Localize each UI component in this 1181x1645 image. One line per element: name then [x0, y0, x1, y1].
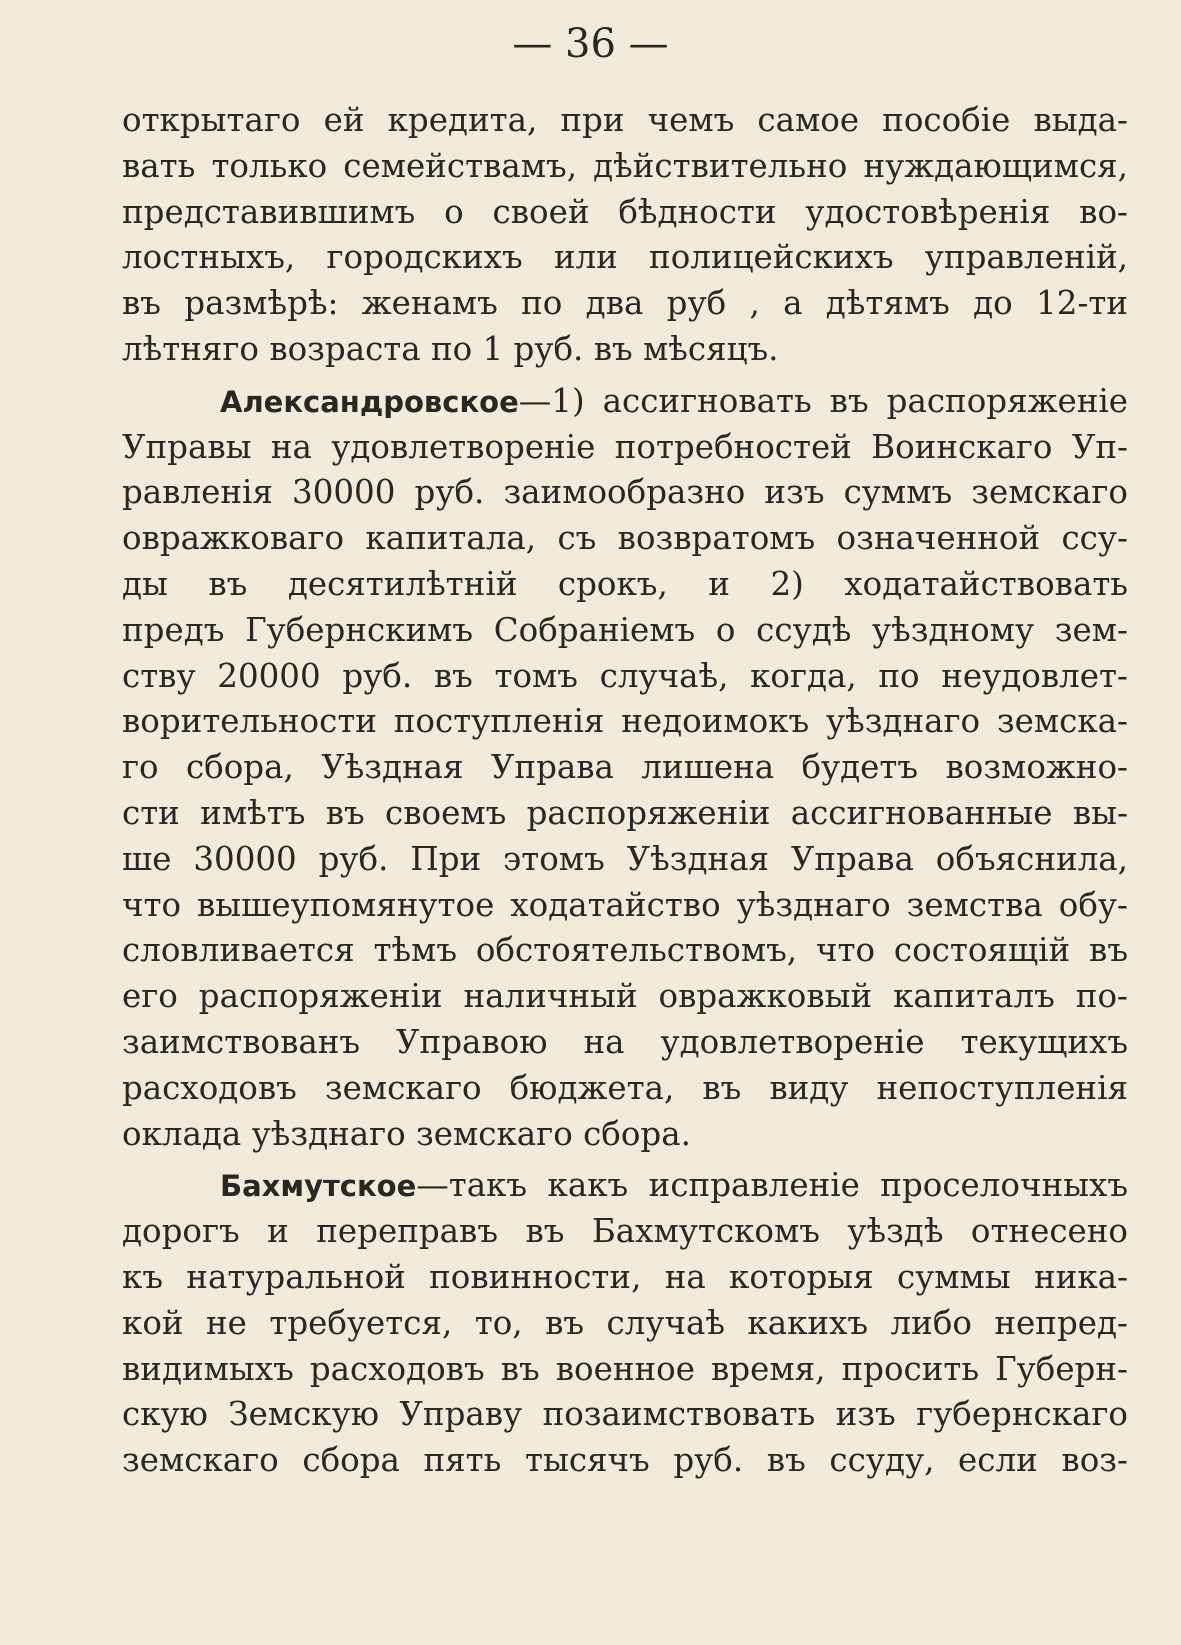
district-heading: Бахмутское	[220, 1169, 417, 1204]
text-line: овражковаго капитала, съ возвратомъ означенной ссу-	[122, 519, 1128, 558]
text-run: —такъ какъ исправленіе проселочныхъ	[416, 1166, 1128, 1205]
text-line: словливается тѣмъ обстоятельствомъ, что состоящій въ	[122, 931, 1128, 970]
body-text	[122, 98, 1128, 1484]
paragraph-aleksandrovskoe	[122, 379, 1128, 1158]
text-line: го сбора, Уѣздная Управа лишена будетъ возможно-	[122, 748, 1128, 787]
paragraph-bakhmutskoe	[122, 1163, 1128, 1484]
district-heading: Александровское	[220, 384, 519, 419]
text-line: ды въ десятилѣтній срокъ, и 2) ходатайствовать	[122, 564, 1128, 603]
text-line: лѣтняго возраста по 1 руб. въ мѣсяцъ.	[122, 329, 779, 368]
text-line: расходовъ земскаго бюджета, въ виду непоступленія	[122, 1068, 1128, 1107]
text-line: его распоряженіи наличный овражковый капиталъ по-	[122, 977, 1128, 1016]
paragraph-first-line	[122, 1163, 1128, 1209]
text-line: что вышеупомянутое ходатайство уѣзднаго земства обу-	[122, 885, 1128, 924]
text-line: вать только семействамъ, дѣйствительно нуждающимся,	[122, 146, 1128, 185]
text-line: сти имѣтъ въ своемъ распоряженіи ассигнованные вы-	[122, 793, 1128, 832]
text-line: въ размѣрѣ: женамъ по два руб , а дѣтямъ до 12-ти	[122, 284, 1128, 323]
text-line: дорогъ и переправъ въ Бахмутскомъ уѣздѣ отнесено	[122, 1212, 1128, 1251]
text-line: ворительности поступленія недоимокъ уѣзднаго земска-	[122, 702, 1128, 741]
page-number: — 36 —	[512, 21, 669, 67]
text-line: скую Земскую Управу позаимствовать изъ губернскаго	[122, 1395, 1128, 1434]
text-run: —1) ассигновать въ распоряженіе	[518, 381, 1128, 420]
paragraph-first-line	[122, 379, 1128, 425]
text-line: оклада уѣзднаго земскаго сбора.	[122, 1114, 691, 1153]
text-line: видимыхъ расходовъ въ военное время, просить Губерн-	[122, 1349, 1128, 1388]
text-line: земскаго сбора пять тысячъ руб. въ ссуду, если воз-	[122, 1441, 1128, 1480]
text-line: представившимъ о своей бѣдности удостовѣренія во-	[122, 192, 1128, 231]
text-line: къ натуральной повинности, на которыя суммы ника-	[122, 1257, 1128, 1296]
text-line: ше 30000 руб. При этомъ Уѣздная Управа объяснила,	[122, 839, 1128, 878]
text-line: заимствованъ Управою на удовлетвореніе текущихъ	[122, 1022, 1128, 1061]
text-line: кой не требуется, то, въ случаѣ какихъ либо непред-	[122, 1303, 1128, 1342]
text-line: ству 20000 руб. въ томъ случаѣ, когда, по неудовлет-	[122, 656, 1128, 695]
text-line: лостныхъ, городскихъ или полицейскихъ управленій,	[122, 238, 1128, 277]
paragraph-1	[122, 98, 1128, 373]
text-line: Управы на удовлетвореніе потребностей Воинскаго Уп-	[122, 427, 1128, 466]
text-line: предъ Губернскимъ Собраніемъ о ссудѣ уѣздному зем-	[122, 610, 1128, 649]
text-line: равленія 30000 руб. заимообразно изъ суммъ земскаго	[122, 473, 1128, 512]
text-line: открытаго ей кредита, при чемъ самое пособіе выда-	[122, 101, 1128, 139]
